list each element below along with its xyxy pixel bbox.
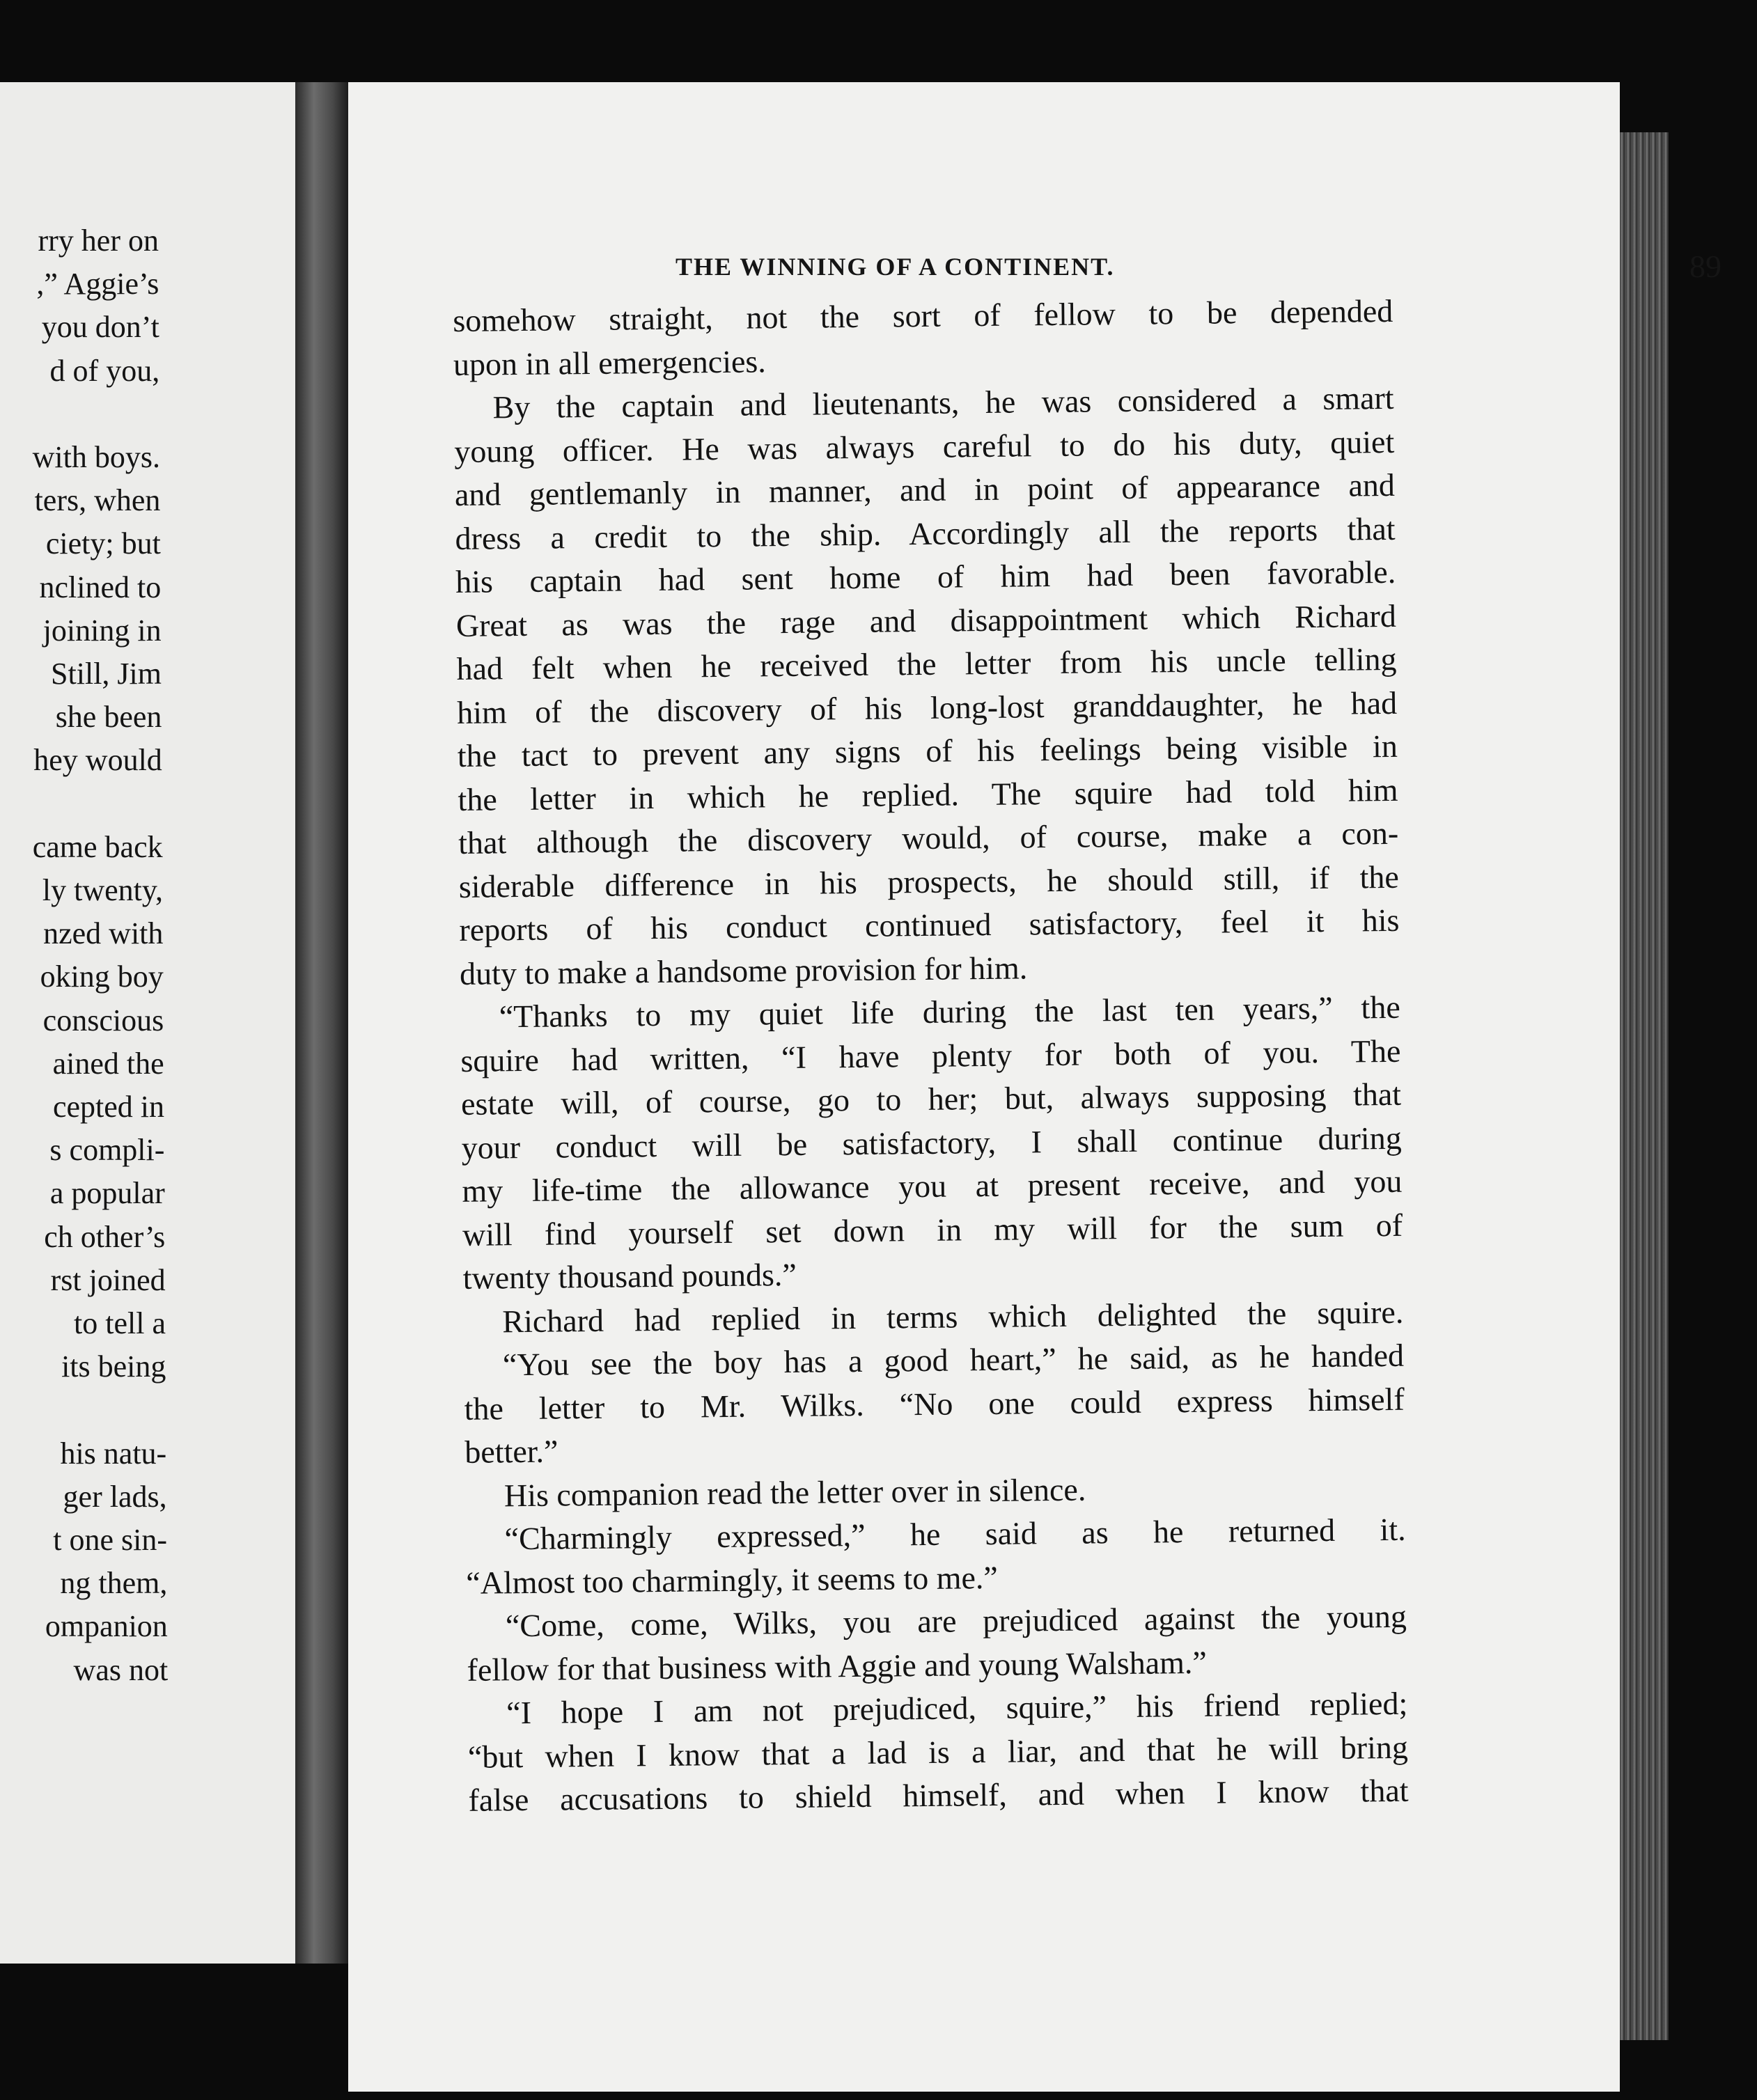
text-line: somehow straight, not the sort of fellow to be depended bbox=[453, 292, 1393, 338]
left-page-line: ained the bbox=[52, 1046, 164, 1081]
left-page-line: with boys. bbox=[32, 440, 160, 474]
text-line: false accusations to shield himself, and when I know that bbox=[468, 1772, 1409, 1818]
text-line: twenty thousand pounds.” bbox=[462, 1256, 797, 1296]
text-line: duty to make a handsome provision for him. bbox=[459, 949, 1028, 992]
text-line: By the captain and lieutenants, he was considered a smart bbox=[492, 379, 1394, 425]
text-line: estate will, of course, go to her; but, always supposing that bbox=[460, 1076, 1402, 1122]
text-line: Great as was the rage and disappointment which Richard bbox=[455, 597, 1397, 643]
text-line: him of the discovery of his long-lost granddaughter, he had bbox=[456, 684, 1398, 730]
text-line: the letter in which he replied. The squire had told him bbox=[458, 771, 1398, 817]
left-page-line: his natu- bbox=[60, 1436, 167, 1471]
text-line: upon in all emergencies. bbox=[453, 343, 767, 382]
page-number: 89 bbox=[1689, 249, 1721, 284]
left-page-line: to tell a bbox=[74, 1306, 166, 1340]
page-edges bbox=[1620, 132, 1669, 2040]
left-page-line: ch other’s bbox=[44, 1219, 166, 1254]
left-page-line: oking boy bbox=[40, 959, 164, 994]
left-page-line: ,” Aggie’s bbox=[36, 267, 159, 301]
text-line: will find yourself set down in my will for the sum of bbox=[462, 1207, 1403, 1253]
left-page-line: ger lads, bbox=[63, 1479, 167, 1514]
body-text bbox=[453, 286, 1757, 1823]
left-page-line: ly twenty, bbox=[42, 873, 163, 907]
left-page-line: rst joined bbox=[50, 1262, 166, 1297]
text-line: “Come, come, Wilks, you are prejudiced against the young bbox=[505, 1598, 1407, 1644]
book-gutter bbox=[295, 82, 348, 1964]
text-line: my life-time the allowance you at present receive, and you bbox=[462, 1163, 1403, 1209]
text-line: “I hope I am not prejudiced, squire,” his friend replied; bbox=[506, 1685, 1408, 1731]
text-line: “Almost too charmingly, it seems to me.” bbox=[466, 1559, 999, 1601]
left-page-line: ters, when bbox=[34, 483, 161, 518]
text-line: “Charmingly expressed,” he said as he returned it. bbox=[504, 1511, 1406, 1557]
text-line: His companion read the letter over in silence. bbox=[503, 1471, 1086, 1513]
text-line: and gentlemanly in manner, and in point of appearance and bbox=[454, 467, 1396, 512]
left-page-line: you don’t bbox=[41, 310, 159, 345]
left-page-line: she been bbox=[55, 700, 162, 735]
left-page-line: was not bbox=[73, 1652, 169, 1687]
text-line: the tact to prevent any signs of his feelings being visible in bbox=[457, 728, 1398, 774]
left-page-line: nzed with bbox=[43, 916, 164, 951]
text-line: young officer. He was always careful to do his duty, quiet bbox=[454, 423, 1395, 469]
text-line: had felt when he received the letter from his uncle telling bbox=[456, 641, 1397, 687]
text-line: reports of his conduct continued satisfactory, feel it his bbox=[459, 902, 1400, 948]
text-line: the letter to Mr. Wilks. “No one could express himself bbox=[464, 1381, 1405, 1427]
left-page-line: t one sin- bbox=[53, 1523, 167, 1557]
text-line: siderable difference in his prospects, he should still, if the bbox=[458, 859, 1400, 904]
text-line: his captain had sent home of him had been favorable. bbox=[455, 554, 1396, 600]
text-line: Richard had replied in terms which delighted the squire. bbox=[502, 1294, 1404, 1339]
previous-page-fragment bbox=[0, 82, 295, 1964]
left-page-line: its being bbox=[61, 1349, 166, 1384]
left-page-line: s compli- bbox=[49, 1133, 165, 1168]
left-page-line: Still, Jim bbox=[51, 657, 162, 691]
text-line: your conduct will be satisfactory, I shall continue during bbox=[461, 1120, 1402, 1166]
text-line: better.” bbox=[464, 1433, 559, 1470]
text-line: squire had written, “I have plenty for both of you. The bbox=[460, 1033, 1401, 1079]
text-line: “Thanks to my quiet life during the last ten years,” the bbox=[499, 989, 1400, 1035]
text-line: “but when I know that a lad is a liar, and that he will bring bbox=[467, 1729, 1409, 1775]
left-page-line: conscious bbox=[42, 1003, 164, 1037]
text-line: “You see the boy has a good heart,” he said, as he handed bbox=[502, 1337, 1405, 1383]
text-line: dress a credit to the ship. Accordingly all the reports that bbox=[455, 510, 1396, 556]
left-page-line: rry her on bbox=[38, 224, 159, 258]
left-page-line: joining in bbox=[42, 613, 162, 648]
left-page-line: d of you, bbox=[49, 353, 160, 388]
left-page-line: ompanion bbox=[45, 1609, 168, 1644]
text-line: that although the discovery would, of course, make a con- bbox=[458, 815, 1399, 861]
page-89 bbox=[348, 82, 1721, 2092]
left-page-line: hey would bbox=[33, 743, 162, 778]
text-line: fellow for that business with Aggie and young Walsham.” bbox=[467, 1644, 1208, 1688]
left-page-line: a popular bbox=[49, 1176, 165, 1211]
left-page-line: cepted in bbox=[52, 1090, 164, 1124]
running-head: THE WINNING OF A CONTINENT. bbox=[676, 253, 1115, 281]
left-page-line: ng them, bbox=[60, 1566, 168, 1601]
left-page-line: nclined to bbox=[39, 570, 162, 604]
left-page-line: ciety; but bbox=[45, 526, 161, 561]
left-page-line: came back bbox=[32, 829, 163, 864]
